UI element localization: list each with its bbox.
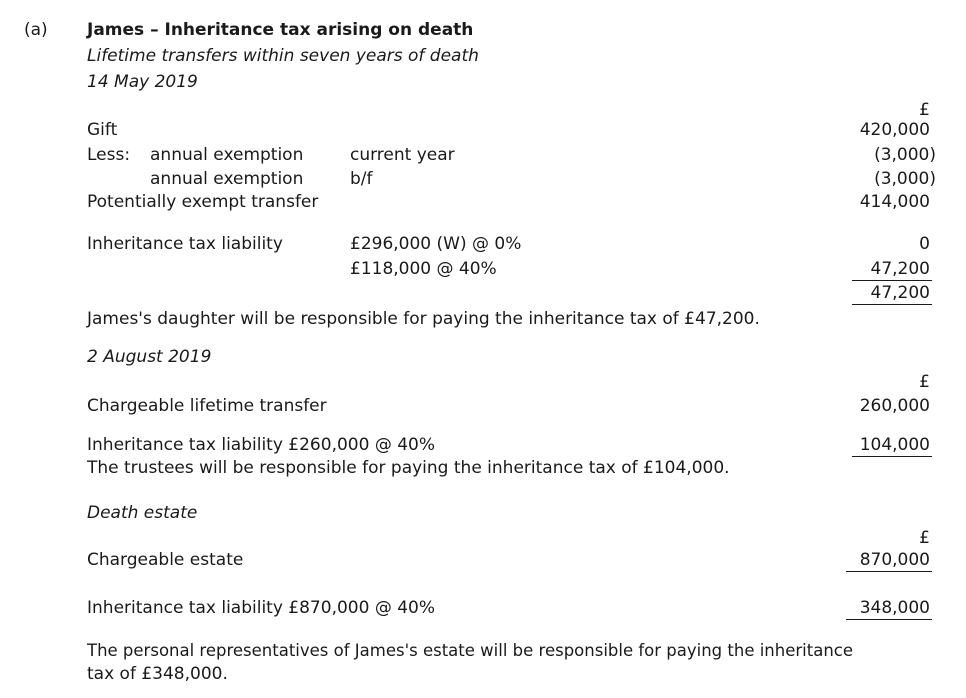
pet-label: Potentially exempt transfer	[87, 192, 319, 212]
iht-total-1: 47,200	[870, 283, 930, 303]
exemption-bf-note: b/f	[350, 169, 373, 189]
exemption-current-note: current year	[350, 145, 455, 165]
total-rule-4	[846, 619, 932, 620]
exemption-current-label: annual exemption	[150, 145, 304, 165]
clt-label: Chargeable lifetime transfer	[87, 396, 327, 416]
iht-band-40: £118,000 @ 40%	[350, 259, 497, 279]
gift-value: 420,000	[859, 120, 930, 140]
part-label: (a)	[24, 20, 48, 40]
exemption-bf-label: annual exemption	[150, 169, 304, 189]
total-rule-2	[852, 456, 932, 457]
currency-header-1: £	[919, 100, 930, 120]
iht-label-1: Inheritance tax liability	[87, 234, 283, 254]
iht-label-3: Inheritance tax liability £870,000 @ 40%	[87, 598, 436, 618]
note-3-line2: tax of £348,000.	[87, 664, 228, 684]
iht-label-2: Inheritance tax liability £260,000 @ 40%	[87, 435, 436, 455]
estate-value: 870,000	[859, 550, 930, 570]
iht-band-40-value: 47,200	[870, 259, 930, 279]
page-title: James – Inheritance tax arising on death	[87, 20, 474, 40]
less-label: Less:	[87, 145, 131, 165]
date-heading-2: 2 August 2019	[87, 347, 212, 367]
iht-value-3: 348,000	[859, 598, 930, 618]
gift-label: Gift	[87, 120, 118, 140]
pet-value: 414,000	[859, 192, 930, 212]
note-1: James's daughter will be responsible for paying the inheritance tax of £47,200.	[87, 309, 760, 329]
iht-band-nil: £296,000 (W) @ 0%	[350, 234, 522, 254]
estate-label: Chargeable estate	[87, 550, 244, 570]
subtotal-rule-1	[852, 280, 932, 281]
currency-header-2: £	[919, 372, 930, 392]
note-2: The trustees will be responsible for paying the inheritance tax of £104,000.	[87, 458, 730, 478]
total-rule-3	[846, 571, 932, 572]
death-estate-heading: Death estate	[87, 503, 198, 523]
exemption-bf-value: (3,000)	[874, 169, 936, 189]
total-rule-1	[852, 304, 932, 305]
note-3-line1: The personal representatives of James's estate will be responsible for paying the inheritance	[87, 641, 854, 660]
exemption-current-value: (3,000)	[874, 145, 936, 165]
subtitle: Lifetime transfers within seven years of death	[87, 46, 479, 66]
iht-band-nil-value: 0	[919, 234, 930, 254]
clt-value: 260,000	[859, 396, 930, 416]
date-heading-1: 14 May 2019	[87, 72, 198, 92]
currency-header-3: £	[919, 528, 930, 548]
iht-value-2: 104,000	[859, 435, 930, 455]
